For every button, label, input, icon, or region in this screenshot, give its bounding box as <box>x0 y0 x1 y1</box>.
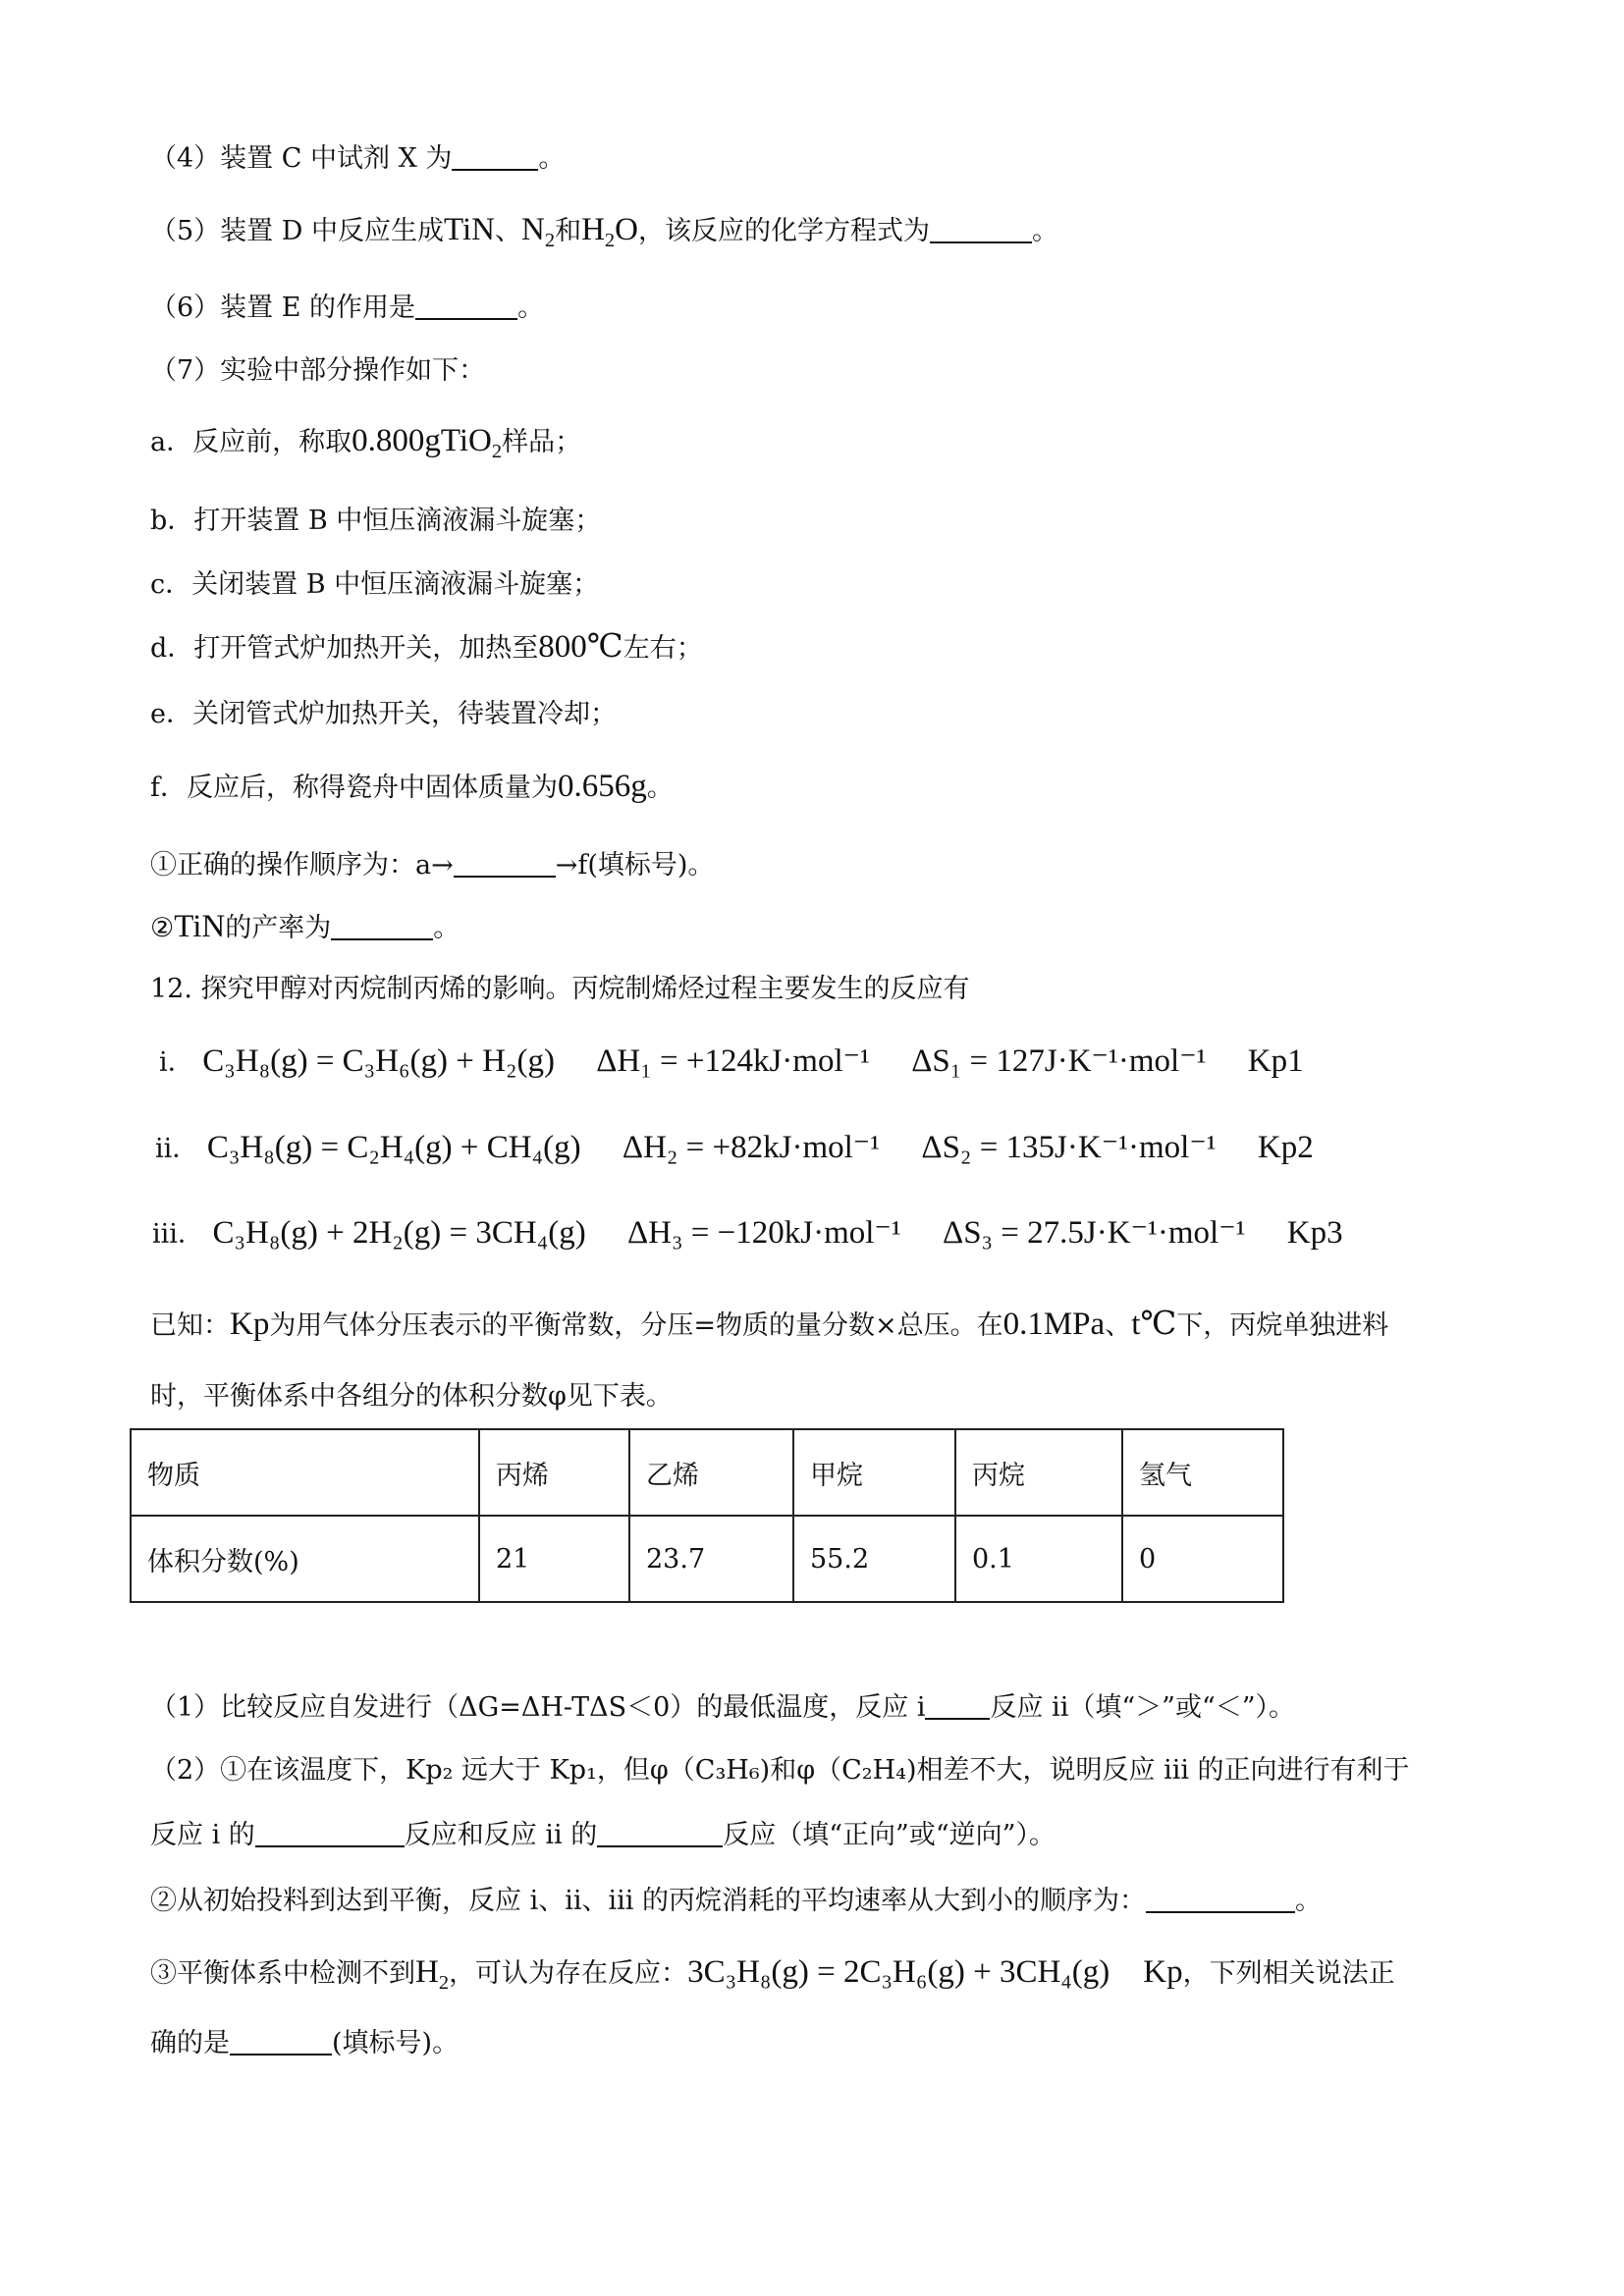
reaction-dh: ΔH₁ = +124kJ·mol⁻¹ <box>596 1043 870 1079</box>
step-f-pre: f．反应后，称得瓷舟中固体质量为 <box>150 773 558 803</box>
reaction-ds: ΔS₃ = 27.5J·K⁻¹·mol⁻¹ <box>942 1215 1246 1251</box>
known-pre: 已知： <box>150 1310 230 1341</box>
reaction-dh: ΔH₃ = −120kJ·mol⁻¹ <box>626 1215 901 1251</box>
table-cell: 0.1 <box>955 1516 1122 1602</box>
table-header-cell: 物质 <box>131 1429 479 1516</box>
table-cell: 55.2 <box>793 1516 955 1602</box>
reaction-label: iii． <box>152 1219 204 1250</box>
reaction-dh: ΔH₂ = +82kJ·mol⁻¹ <box>622 1130 881 1165</box>
p2c-line2: 确的是 <box>150 2028 230 2058</box>
overall-equation: 3C₃H₈(g) = 2C₃H₆(g) + 3CH₄(g) <box>687 1954 1110 1990</box>
known-line2: 时，平衡体系中各组分的体积分数φ见下表。 <box>150 1381 673 1412</box>
table-header-cell: 丙烷 <box>955 1429 1122 1516</box>
q5-sep: 、 <box>495 216 521 246</box>
answer-blank[interactable] <box>1146 1885 1295 1913</box>
step-a <box>150 422 581 461</box>
p2c-line2-post: (填标号)。 <box>332 2028 460 2058</box>
step-f-mass: 0.656g <box>558 769 647 804</box>
step-f-post: 。 <box>646 773 674 803</box>
p2c-pre: ③平衡体系中检测不到 <box>150 1958 415 1989</box>
question-12 <box>150 974 970 1005</box>
reaction-k: Kp2 <box>1257 1130 1314 1165</box>
step-d-pre: d．打开管式炉加热开关，加热至 <box>150 633 539 664</box>
step-e <box>150 699 617 730</box>
step-e-text: e．关闭管式炉加热开关，待装置冷却； <box>150 699 617 729</box>
p2-line1: （2）①在该温度下，Kp₂ 远大于 Kp₁，但φ（C₃H₆)和φ（C₂H₄)相差不大，说明反应 ⅲ 的正向进行有利于 <box>150 1755 1410 1786</box>
known-sep: 、 <box>1105 1310 1132 1341</box>
answer-blank[interactable] <box>597 1819 723 1847</box>
q5-pre: （5）装置 D 中反应生成 <box>150 216 444 246</box>
table-header-cell: 氢气 <box>1122 1429 1283 1516</box>
q5-post: ，该反应的化学方程式为 <box>637 216 930 246</box>
reaction-ds: ΔS₁ = 127J·K⁻¹·mol⁻¹ <box>911 1043 1207 1079</box>
p2b-pre: ②从初始投料到达到平衡，反应 ⅰ、ⅱ、ⅲ 的丙烷消耗的平均速率从大到小的顺序为： <box>150 1886 1146 1916</box>
reaction-equation: C₃H₈(g) = C₃H₆(g) + H₂(g) <box>202 1043 555 1079</box>
sub2-post: 的产率为 <box>225 913 332 943</box>
formula-h2o-sub: 2 <box>604 230 616 252</box>
p1-post: 反应 ⅱ（填“＞”或“＜”）。 <box>990 1692 1296 1723</box>
step-b-text: b．打开装置 B 中恒压滴液漏斗旋塞； <box>150 506 602 536</box>
reaction-ii <box>155 1129 1314 1168</box>
step-a-pre: a．反应前，称取 <box>150 427 352 457</box>
reaction-iii <box>152 1214 1343 1254</box>
reaction-i <box>159 1042 1304 1082</box>
q4 <box>150 142 565 175</box>
answer-blank[interactable] <box>930 215 1032 243</box>
formula-h2: H <box>415 1954 439 1990</box>
q6-text: （6）装置 E 的作用是 <box>150 293 416 323</box>
reaction-label: i． <box>159 1047 194 1078</box>
table-header-cell: 乙烯 <box>629 1429 793 1516</box>
sub-question-2 <box>150 908 460 947</box>
table-cell: 21 <box>479 1516 629 1602</box>
known-line-2 <box>150 1381 673 1413</box>
p2b-tail: 。 <box>1294 1886 1322 1916</box>
step-b <box>150 506 601 537</box>
p2c-mid: ，可认为存在反应： <box>449 1958 688 1989</box>
step-a-mass: 0.800gTiO <box>352 423 492 458</box>
formula-n2-sub: 2 <box>544 230 556 252</box>
p2c-post: ，下列相关说法正 <box>1182 1958 1395 1989</box>
part-2-line-1 <box>150 1755 1410 1787</box>
answer-blank[interactable] <box>925 1691 990 1720</box>
table-header-cell: 甲烷 <box>793 1429 955 1516</box>
p2-l2-pre: 反应 ⅰ 的 <box>150 1820 255 1850</box>
q7 <box>150 355 485 387</box>
p2-l2-post: 反应（填“正向”或“逆向”）。 <box>723 1820 1056 1850</box>
reaction-ds: ΔS₂ = 135J·K⁻¹·mol⁻¹ <box>921 1130 1217 1165</box>
step-f <box>150 768 674 807</box>
answer-blank[interactable] <box>452 142 538 171</box>
sub1-pre: ①正确的操作顺序为：a→ <box>150 850 454 881</box>
step-d <box>150 628 703 667</box>
table-row <box>131 1516 1283 1602</box>
p2-l2-mid: 反应和反应 ⅱ 的 <box>404 1820 598 1850</box>
formula-h2o-o: O <box>615 212 638 247</box>
table-cell: 23.7 <box>629 1516 793 1602</box>
sub2-pre: ② <box>150 913 175 943</box>
q6 <box>150 292 544 324</box>
formula-tin: TiN <box>444 212 495 247</box>
answer-blank[interactable] <box>415 292 517 320</box>
step-a-post: 样品； <box>502 427 582 457</box>
answer-blank[interactable] <box>454 849 556 878</box>
q5-tail: 。 <box>1031 216 1058 246</box>
part-2b <box>150 1885 1322 1917</box>
formula-h2-sub: 2 <box>438 1972 450 1995</box>
step-c <box>150 569 599 601</box>
reaction-k: Kp1 <box>1247 1043 1304 1079</box>
q4-tail: 。 <box>538 143 566 174</box>
answer-blank[interactable] <box>331 912 433 940</box>
known-line-1 <box>150 1306 1388 1345</box>
reaction-k: Kp3 <box>1286 1215 1343 1251</box>
q4-text: （4）装置 C 中试剂 X 为 <box>150 143 453 174</box>
part-1 <box>150 1691 1295 1724</box>
kp-symbol: Kp <box>1143 1954 1183 1990</box>
step-d-temp: 800℃ <box>538 629 623 665</box>
part-2c-line-1 <box>150 1953 1395 1993</box>
temperature-value: t℃ <box>1131 1307 1177 1342</box>
pressure-value: 0.1MPa <box>1002 1307 1106 1342</box>
formula-tin: TiN <box>174 909 226 944</box>
formula-n2: N <box>521 212 545 247</box>
sub2-tail: 。 <box>433 913 460 943</box>
formula-h2o-h: H <box>581 212 605 247</box>
reaction-equation: C₃H₈(g) + 2H₂(g) = 3CH₄(g) <box>212 1215 586 1251</box>
reaction-equation: C₃H₈(g) = C₂H₄(g) + CH₄(g) <box>206 1130 581 1165</box>
table-cell: 0 <box>1122 1516 1283 1602</box>
step-c-text: c．关闭装置 B 中恒压滴液漏斗旋塞； <box>150 569 600 600</box>
table-header-row <box>131 1429 1283 1516</box>
step-d-post: 左右； <box>623 633 703 664</box>
p1-pre: （1）比较反应自发进行（ΔG=ΔH-TΔS＜0）的最低温度，反应 ⅰ <box>150 1692 926 1723</box>
known-post: 下，丙烷单独进料 <box>1176 1310 1389 1341</box>
reaction-label: ii． <box>155 1134 199 1164</box>
sub-question-1 <box>150 849 714 881</box>
kp-symbol: Kp <box>230 1307 270 1342</box>
q5-and: 和 <box>555 216 582 246</box>
known-mid: 为用气体分压表示的平衡常数，分压=物质的量分数×总压。在 <box>269 1310 1003 1341</box>
q5 <box>150 211 1058 250</box>
sub1-post: →f(填标号)。 <box>555 850 715 881</box>
q6-tail: 。 <box>517 293 545 323</box>
answer-blank[interactable] <box>255 1819 405 1847</box>
step-a-sub: 2 <box>491 441 503 463</box>
part-2-line-2 <box>150 1819 1056 1851</box>
composition-table <box>130 1428 1284 1603</box>
q7-text: （7）实验中部分操作如下： <box>150 355 486 386</box>
q12-text: 12. 探究甲醇对丙烷制丙烯的影响。丙烷制烯烃过程主要发生的反应有 <box>150 974 970 1004</box>
table-cell: 体积分数(%) <box>131 1516 479 1602</box>
answer-blank[interactable] <box>230 2027 332 2056</box>
part-2c-line-2 <box>150 2027 459 2059</box>
table-header-cell: 丙烯 <box>479 1429 629 1516</box>
